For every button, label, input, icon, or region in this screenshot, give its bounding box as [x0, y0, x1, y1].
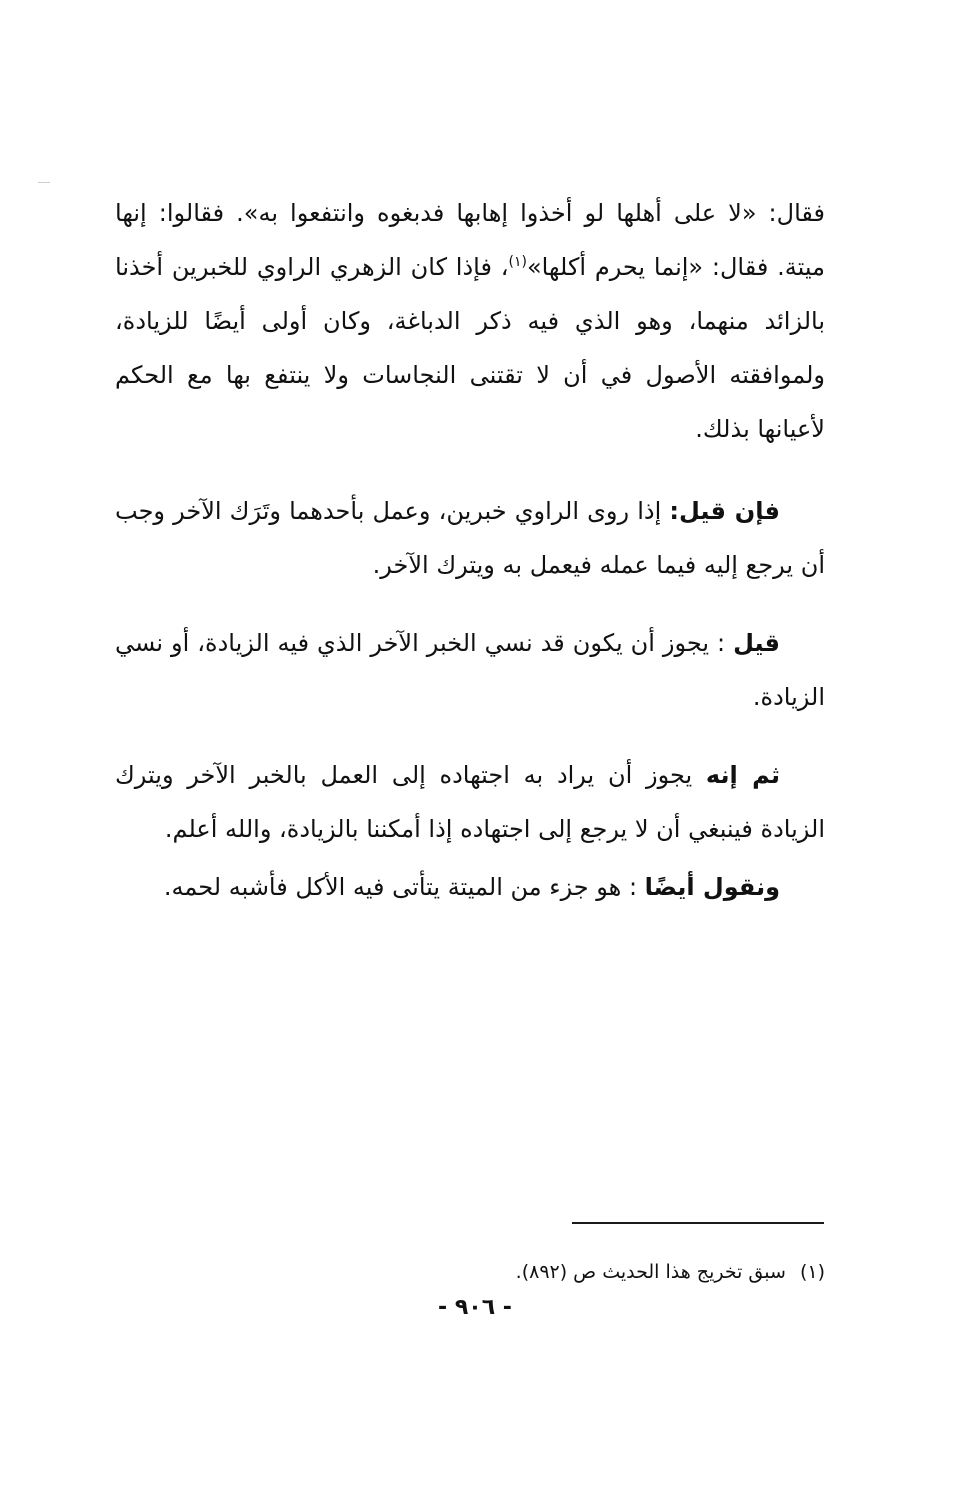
footnote-divider	[572, 1222, 824, 1224]
paragraph-2-lead: فإن قيل:	[669, 497, 780, 525]
paragraph-5-text	[115, 860, 825, 914]
paragraph-4-text	[115, 748, 825, 856]
paragraph-1-body: فقال: «لا على أهلها لو أخذوا إهابها فدبغوه وانتفعوا به». فقالوا: إنها ميتة. فقال: «إنما يحرم أكلها»	[115, 199, 825, 281]
footnote-number: (١)	[799, 1261, 825, 1283]
paragraph-1-text	[115, 186, 825, 456]
paragraph-1	[115, 186, 825, 456]
paragraph-3-text	[115, 616, 825, 724]
paragraph-5-body: : هو جزء من الميتة يتأتى فيه الأكل فأشبه لحمه.	[163, 873, 645, 901]
scan-mark	[38, 182, 50, 183]
page-number: - ٩٠٦ -	[438, 1295, 512, 1320]
paragraph-4-body: يجوز أن يراد به اجتهاده إلى العمل بالخبر الآخر ويترك الزيادة فينبغي أن لا يرجع إلى اجتهاده إذا أمكننا بالزيادة، والله أعلم.	[115, 761, 825, 843]
paragraph-3	[115, 616, 825, 724]
footnote	[300, 1256, 825, 1288]
footnote-reference: (١)	[508, 254, 527, 270]
footnote-text: سبق تخريج هذا الحديث ص (٨٩٢).	[515, 1261, 786, 1283]
paragraph-1-continuation: ، فإذا كان الزهري الراوي للخبرين أخذنا بالزائد منهما، وهو الذي فيه ذكر الدباغة، وكان أولى أيضًا للزيادة، ولموافقته الأصول في أن لا تقتنى النجاسات ولا ينتفع بها مع الحكم لأعيانها بذلك.	[115, 253, 825, 443]
paragraph-4	[115, 748, 825, 856]
paragraph-5-lead: ونقول أيضًا	[644, 873, 780, 901]
paragraph-3-lead: قيل	[733, 629, 780, 657]
paragraph-2-body: إذا روى الراوي خبرين، وعمل بأحدهما وتَرَك الآخر وجب أن يرجع إليه فيما عمله فيعمل به ويترك الآخر.	[115, 497, 825, 579]
paragraph-3-body: : يجوز أن يكون قد نسي الخبر الآخر الذي فيه الزيادة، أو نسي الزيادة.	[115, 629, 825, 711]
paragraph-5	[115, 860, 825, 914]
paragraph-2	[115, 484, 825, 592]
paragraph-2-text	[115, 484, 825, 592]
paragraph-4-lead: ثم إنه	[705, 761, 780, 789]
